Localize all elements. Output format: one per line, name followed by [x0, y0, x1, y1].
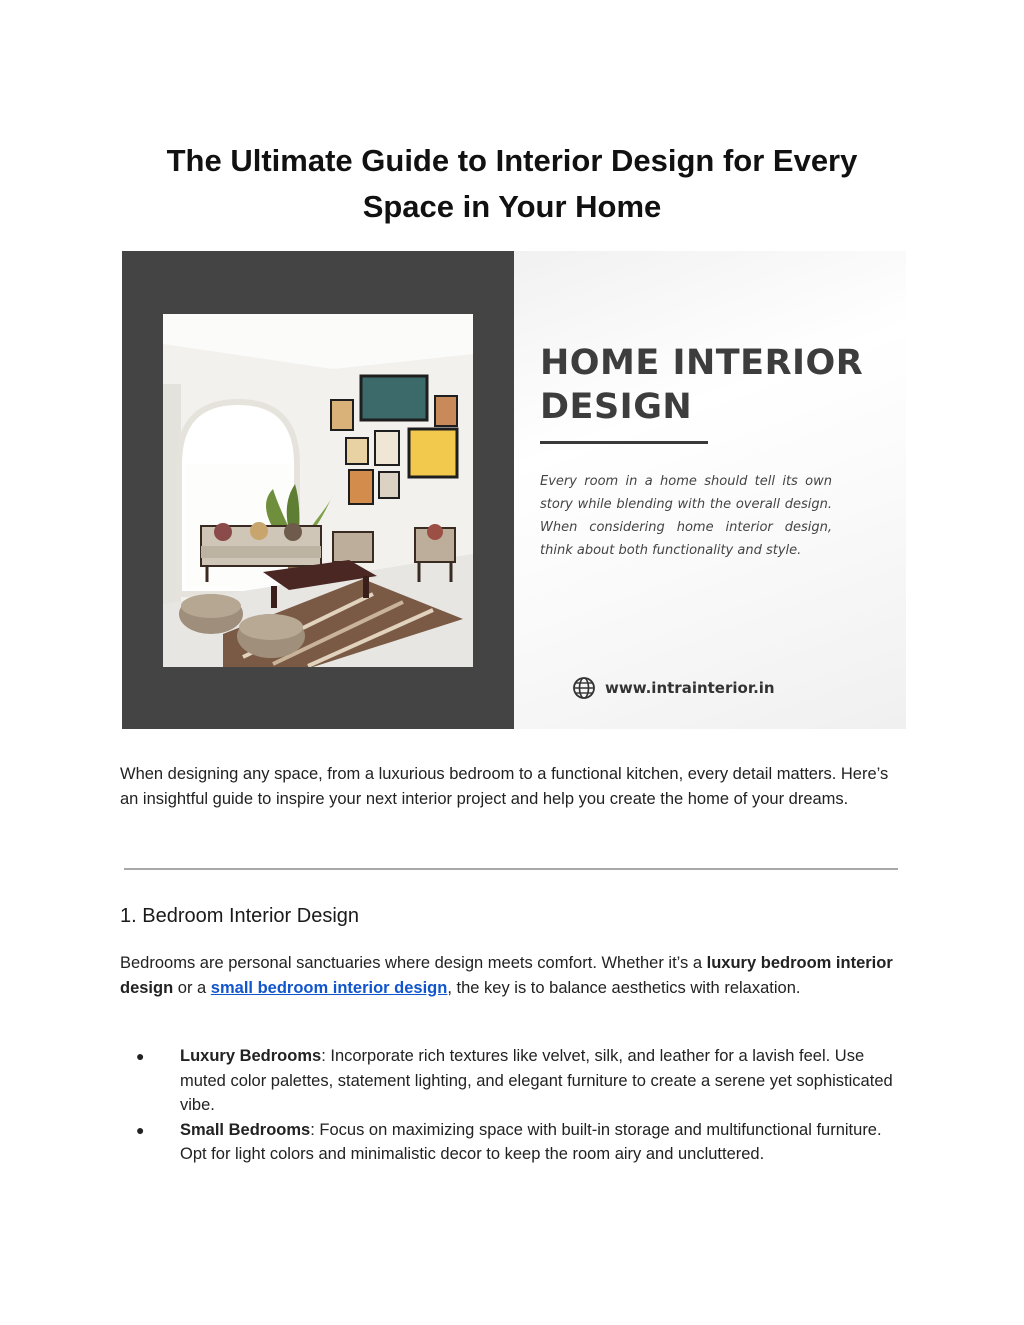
bullet-text: : Incorporate rich textures like velvet, silk, and leather for a lavish feel. Use muted color palettes, statement lighting, and elegant furniture to create a serene yet sophisticated vibe. [180, 1047, 893, 1114]
para-text-mid: or a [173, 978, 211, 997]
banner-description: Every room in a home should tell its own story while blending with the overall design. When considering home interior design, think about both functionality and style. [540, 474, 832, 558]
banner-heading [540, 341, 863, 429]
banner-image [122, 251, 906, 729]
bullet-title: Small Bedrooms [180, 1120, 311, 1139]
para-text-start: Bedrooms are personal sanctuaries where design meets comfort. Whether it’s a [120, 954, 707, 972]
banner-dark-panel [122, 251, 514, 729]
list-item [136, 1044, 906, 1118]
bedroom-intro-paragraph [120, 951, 915, 1000]
list-item [136, 1118, 906, 1167]
bullet-title: Luxury Bedrooms [180, 1047, 322, 1065]
banner-rule [540, 441, 708, 444]
banner-text-panel [514, 251, 906, 729]
banner-website [572, 676, 775, 700]
bedroom-bullet-list [136, 1044, 906, 1167]
section-heading-bedroom: 1. Bedroom Interior Design [120, 905, 360, 927]
bullet-dot: ● [136, 1121, 145, 1138]
bullet-text: : Focus on maximizing space with built-in storage and multifunctional furniture. Opt for light colors and minimalistic decor to keep the room airy and uncluttered. [180, 1120, 882, 1163]
bold-luxury-bedroom: luxury bedroom interior design [120, 954, 893, 997]
banner-heading-line2: DESIGN [540, 387, 693, 427]
small-bedroom-link[interactable]: small bedroom interior design [210, 978, 448, 997]
para-text-end: , the key is to balance aesthetics with relaxation. [447, 978, 801, 997]
intro-paragraph: When designing any space, from a luxurious bedroom to a functional kitchen, every detail matters. Here’s an insightful guide to inspire your next interior project and help you create the home of your dreams. [120, 765, 889, 808]
globe-icon [572, 676, 596, 700]
living-room-photo [163, 314, 473, 667]
banner-url: www.intrainterior.in [605, 679, 775, 697]
document-title: The Ultimate Guide to Interior Design for Every Space in Your Home [166, 143, 858, 224]
horizontal-divider [124, 868, 898, 870]
bullet-dot: ● [136, 1048, 145, 1064]
banner-heading-line1: HOME INTERIOR [540, 343, 864, 383]
